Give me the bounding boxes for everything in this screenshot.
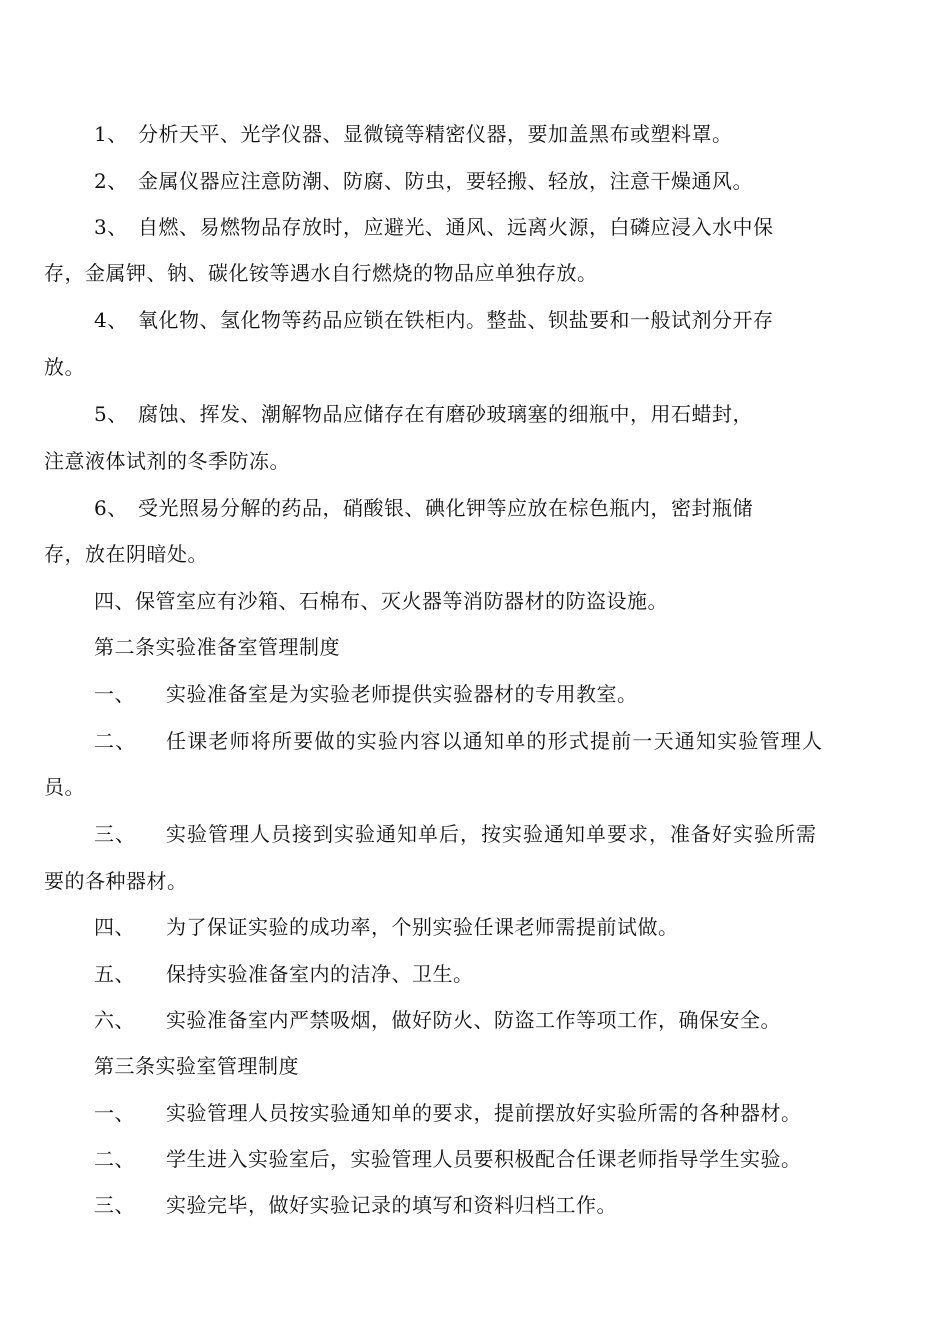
section-heading: 第三条实验室管理制度 xyxy=(94,1054,299,1078)
storage-item-four xyxy=(94,587,668,615)
storage-rule-2 xyxy=(94,167,753,195)
storage-rule-3-continued xyxy=(44,259,598,287)
rule-number: 3、 xyxy=(94,215,128,239)
item-number: 二、 xyxy=(94,729,137,753)
item-text: 学生进入实验室后，实验管理人员要积极配合任课老师指导学生实验。 xyxy=(166,1147,802,1171)
rule-text: 注意液体试剂的冬季防冻。 xyxy=(44,449,290,473)
paragraph-text: 四、保管室应有沙箱、石棉布、灭火器等消防器材的防盗设施。 xyxy=(94,589,668,613)
item-text: 实验准备室是为实验老师提供实验器材的专用教室。 xyxy=(166,682,638,706)
article-three-item-2 xyxy=(94,1145,802,1173)
rule-text: 金属仪器应注意防潮、防腐、防虫，要轻搬、轻放，注意干燥通风。 xyxy=(138,169,753,193)
storage-rule-4 xyxy=(94,306,774,334)
article-two-item-3-continued xyxy=(44,867,188,895)
item-text: 保持实验准备室内的洁净、卫生。 xyxy=(166,962,474,986)
item-text: 要的各种器材。 xyxy=(44,869,188,893)
storage-rule-6-continued xyxy=(44,540,208,568)
storage-rule-6 xyxy=(94,494,753,522)
rule-number: 5、 xyxy=(94,402,128,426)
article-two-item-3 xyxy=(94,820,817,848)
item-number: 五、 xyxy=(94,962,135,986)
article-two-item-5 xyxy=(94,960,474,988)
rule-text: 自燃、易燃物品存放时，应避光、通风、远离火源，白磷应浸入水中保 xyxy=(138,215,774,239)
rule-text: 放。 xyxy=(44,355,85,379)
article-two-title xyxy=(94,633,340,661)
item-text: 实验准备室内严禁吸烟，做好防火、防盗工作等项工作，确保安全。 xyxy=(166,1008,781,1032)
item-text: 为了保证实验的成功率，个别实验任课老师需提前试做。 xyxy=(166,915,679,939)
item-number: 一、 xyxy=(94,682,135,706)
item-text: 实验管理人员接到实验通知单后，按实验通知单要求，准备好实验所需 xyxy=(166,822,817,846)
item-number: 六、 xyxy=(94,1008,135,1032)
item-number: 一、 xyxy=(94,1101,135,1125)
item-number: 四、 xyxy=(94,915,135,939)
rule-text: 存，放在阴暗处。 xyxy=(44,542,208,566)
article-three-title xyxy=(94,1052,299,1080)
storage-rule-3 xyxy=(94,213,774,241)
rule-number: 4、 xyxy=(94,308,128,332)
rule-number: 1、 xyxy=(94,122,128,146)
rule-text: 受光照易分解的药品，硝酸银、碘化钾等应放在棕色瓶内，密封瓶储 xyxy=(138,496,753,520)
item-number: 二、 xyxy=(94,1147,135,1171)
item-text: 员。 xyxy=(44,775,85,799)
storage-rule-5 xyxy=(94,400,753,428)
article-two-item-2 xyxy=(94,727,823,755)
rule-number: 6、 xyxy=(94,496,128,520)
article-two-item-2-continued xyxy=(44,773,85,801)
article-two-item-6 xyxy=(94,1006,781,1034)
article-two-item-4 xyxy=(94,913,679,941)
item-text: 任课老师将所要做的实验内容以通知单的形式提前一天通知实验管理人 xyxy=(166,729,824,753)
rule-text: 分析天平、光学仪器、显微镜等精密仪器，要加盖黑布或塑料罩。 xyxy=(138,122,733,146)
storage-rule-4-continued xyxy=(44,353,85,381)
item-text: 实验完毕，做好实验记录的填写和资料归档工作。 xyxy=(166,1193,617,1217)
article-three-item-3 xyxy=(94,1191,617,1219)
item-number: 三、 xyxy=(94,1193,135,1217)
item-number: 三、 xyxy=(94,822,136,846)
item-text: 实验管理人员按实验通知单的要求，提前摆放好实验所需的各种器材。 xyxy=(166,1101,802,1125)
article-three-item-1 xyxy=(94,1099,802,1127)
storage-rule-1 xyxy=(94,120,733,148)
section-heading: 第二条实验准备室管理制度 xyxy=(94,635,340,659)
rule-text: 腐蚀、挥发、潮解物品应储存在有磨砂玻璃塞的细瓶中，用石蜡封， xyxy=(138,402,753,426)
rule-text: 存，金属钾、钠、碳化铵等遇水自行燃烧的物品应单独存放。 xyxy=(44,261,598,285)
rule-number: 2、 xyxy=(94,169,128,193)
storage-rule-5-continued xyxy=(44,447,290,475)
article-two-item-1 xyxy=(94,680,638,708)
rule-text: 氧化物、氢化物等药品应锁在铁柜内。整盐、钡盐要和一般试剂分开存 xyxy=(138,308,774,332)
